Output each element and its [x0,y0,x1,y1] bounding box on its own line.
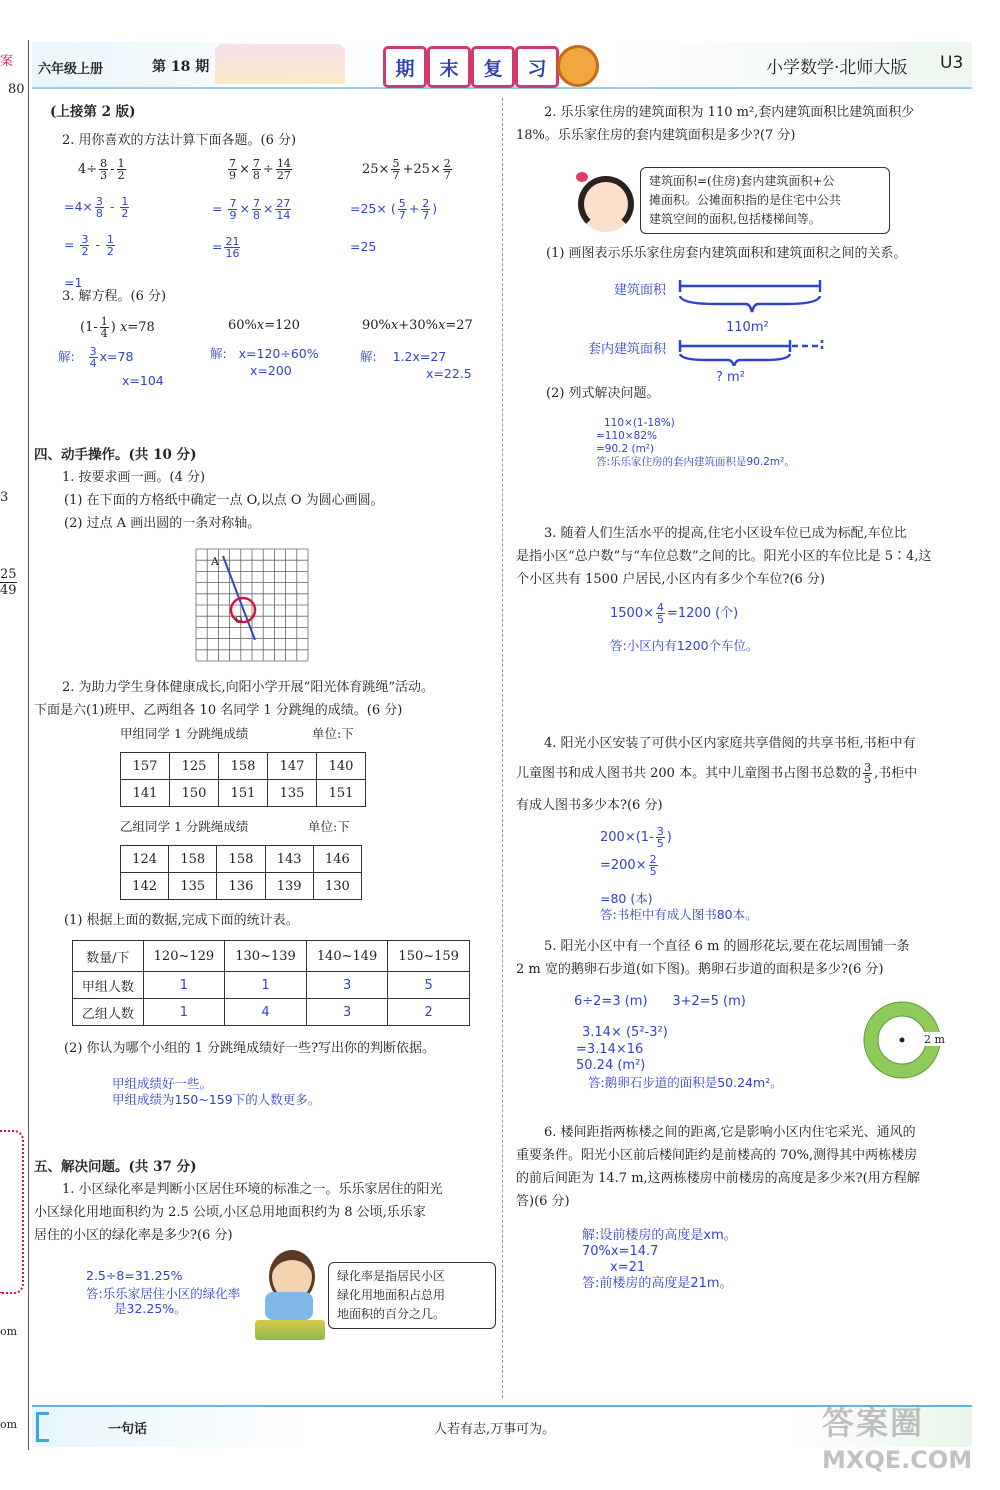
table-cell: 147 [268,753,317,780]
r2-answer-line: 110×(1-18%) [604,417,675,429]
r4-l2-num: 3 [864,761,872,774]
r5-line2: 2 m 宽的鹅卵石步道(如下图)。鹅卵石步道的面积是多少?(6 分) [516,962,884,977]
table-row [121,873,362,900]
r2-line1: 2. 乐乐家住房的建筑面积为 110 m²,套内建筑面积比建筑面积少 [544,105,915,120]
equation-2: 60%x=120 [228,318,300,333]
margin-num: 3 [0,490,9,505]
table-cell: 4 [225,999,307,1026]
margin-frac-num: 25 [0,567,17,582]
table-row [73,972,470,999]
footer-label: 一句话 [108,1422,148,1437]
groupB-unit: 单位:下 [308,819,350,834]
table-header-cell: 120~129 [143,941,225,972]
statistics-table [72,940,470,1026]
footer-bracket-icon [36,1412,49,1442]
badge-4: 习 [515,46,559,88]
r2-answer [596,417,795,469]
r2-part2: (2) 列式解决问题。 [546,386,660,401]
watermark-url: MXQE.COM [822,1446,973,1474]
footer-quote: 人若有志,万事可为。 [434,1422,556,1437]
bubble-line: 绿化用地面积占总用 [337,1288,446,1302]
table-cell: 143 [265,846,313,873]
row-label: 乙组人数 [73,999,144,1026]
continued-note: (上接第 2 版) [50,104,136,120]
table-cell: 1 [143,999,225,1026]
solve-q1-answer-2: 答:乐乐家居住小区的绿化率 [86,1286,241,1301]
solve-q1-line3: 居住的小区的绿化率是多少?(6 分) [34,1228,233,1243]
margin-num: 80 [8,82,25,97]
calc-answer-3: =25× ( $\frac{5}{7}$ + $\frac{2}{7}$ ) =25 [350,197,438,254]
r5-answer-4: 50.24 (m²) [576,1058,646,1073]
calc-problem-1: 4÷ $\frac{8}{3}$ - $\frac{1}{2}$ [78,157,125,182]
r2-part1: (1) 画图表示乐乐家住房套内建筑面积和建筑面积之间的关系。 [546,246,907,261]
r4-line1: 4. 阳光小区安装了可供小区内家庭共享借阅的共享书柜,书柜中有 [544,736,916,751]
draw-q1: 1. 按要求画一画。(4 分) [62,470,206,485]
diagram-value-inner: ? m² [716,370,745,385]
r4-a1-pre: 200×(1- [600,830,654,845]
ring-width-label: 2 m [924,1033,945,1046]
header-subject: 小学数学·北师大版 [766,58,908,78]
header-code: U3 [940,53,964,73]
margin-fraction [0,567,17,598]
groupA-table [120,752,366,807]
header-grade: 六年级上册 [38,62,104,77]
header-issue: 第 18 期 [152,59,210,75]
q3-title: 3. 解方程。(6 分) [62,289,167,304]
margin-text: om [0,1325,18,1338]
table-cell: 5 [388,972,470,999]
r6-answer-line: 答:前楼房的高度是21m。 [582,1276,733,1291]
r6-line3: 的前后间距为 14.7 m,这两栋楼房中前楼房的高度是多少米?(用方程解 [516,1171,920,1186]
equation-answer-1: 解: $\frac{3}{4}$ x=78 x=104 [58,345,164,388]
table-header-cell: 数量/下 [73,941,144,972]
draw-q1b: (2) 过点 A 画出圆的一条对称轴。 [64,516,261,531]
r5-answer-5: 答:鹅卵石步道的面积是50.24m²。 [588,1075,783,1090]
table-cell: 2 [388,999,470,1026]
q2-title: 2. 用你喜欢的方法计算下面各题。(6 分) [62,133,297,148]
draw-q1a: (1) 在下面的方格纸中确定一点 O,以点 O 为圆心画圆。 [64,493,384,508]
r3-den: 5 [656,613,664,626]
bubble-line: 地面积的百分之几。 [337,1307,446,1321]
r4-answer-4: 答:书柜中有成人图书80本。 [600,907,758,922]
badge-3: 复 [471,46,515,88]
r5-answer-3: =3.14×16 [576,1042,644,1057]
r4-l2-den: 5 [864,773,872,786]
section-4-title: 四、动手操作。(共 10 分) [34,447,197,463]
table-cell: 1 [143,972,225,999]
solve-q1-answer-1: 2.5÷8=31.25% [86,1268,183,1283]
r4-a2-pre: =200× [600,858,647,873]
table-cell: 158 [217,846,265,873]
bubble-line: 建筑空间的面积,包括楼梯间等。 [649,212,821,226]
groupA-unit: 单位:下 [312,726,354,741]
building-area-bubble [640,167,890,234]
castle-decoration [215,44,345,84]
groupB-title: 乙组同学 1 分跳绳成绩 [120,819,249,834]
table-cell: 3 [306,972,388,999]
table-cell: 158 [169,846,217,873]
r4-line2 [516,762,917,785]
r4-answer: 200×(1- $\frac{3}{5}$ ) =200× $\frac{2}{5}$ [600,825,672,878]
table-cell: 3 [306,999,388,1026]
r6-answer-line: 70%x=14.7 [582,1244,659,1259]
r2-line2: 18%。乐乐家住房的套内建筑面积是多少?(7 分) [516,128,796,143]
equation-3: 90%x+30%x=27 [362,318,473,333]
equation-1: (1- $\frac{1}{4}$ ) x=78 [80,315,155,340]
table-cell: 125 [170,753,219,780]
table-cell: 142 [121,873,169,900]
r5-line1: 5. 阳光小区中有一个直径 6 m 的圆形花坛,要在花坛周围铺一条 [544,939,910,954]
table-cell: 158 [219,753,268,780]
r6-line4: 答)(6 分) [516,1194,570,1209]
table-cell: 157 [121,753,170,780]
table-cell: 141 [121,780,170,807]
stats-q2a: (1) 根据上面的数据,完成下面的统计表。 [64,913,299,928]
greening-rate-bubble [328,1262,496,1329]
r3-line2: 是指小区“总户数”与“车位总数”之间的比。阳光小区的车位比是 5∶4,这 [516,549,932,564]
stats-q2-line2: 下面是六(1)班甲、乙两组各 10 名同学 1 分跳绳的成绩。(6 分) [34,703,403,718]
r3-num: 4 [656,601,664,614]
table-cell: 151 [219,780,268,807]
table-cell: 1 [225,972,307,999]
r4-line3: 有成人图书多少本?(6 分) [516,798,663,813]
margin-dotted-frame [0,1130,24,1294]
equation-answer-2: 解: x=120÷60% x=200 [210,346,319,378]
lion-mascot-icon [557,45,599,87]
r4-l2-pre: 儿童图书和成人图书共 200 本。其中儿童图书占图书总数的 [516,766,862,781]
r4-l2-post: ,书柜中 [874,766,918,781]
badge-2: 末 [427,46,471,88]
margin-text: om [0,1418,18,1431]
r3-line1: 3. 随着人们生活水平的提高,住宅小区设车位已成为标配,车位比 [544,526,907,541]
r6-line2: 重要条件。阳光小区前后楼间距约是前楼高的 70%,测得其中两栋楼房 [516,1148,918,1163]
margin-label: 案 [0,54,14,69]
table-cell: 150 [170,780,219,807]
r2-answer-line: 答:乐乐家住房的套内建筑面积是90.2m²。 [596,456,795,468]
r6-answer [582,1228,737,1292]
stats-q2-line1: 2. 为助力学生身体健康成长,向阳小学开展“阳光体育跳绳”活动。 [62,680,434,695]
calc-answer-2: = $\frac{7}{9}$ × $\frac{7}{8}$ × $\frac{27}{14}$ = $\frac{21}{16}$ [212,197,291,260]
bubble-line: 建筑面积=(住房)套内建筑面积+公 [649,174,835,188]
badge-1: 期 [383,46,427,88]
boy-reading-illustration [255,1250,325,1342]
bubble-line: 绿化率是指居民小区 [337,1269,446,1283]
table-cell: 140 [317,753,366,780]
row-label: 甲组人数 [73,972,144,999]
r3-answer-1 [610,602,738,625]
diagram-value-building: 110m² [726,320,769,335]
point-o-label: O [235,616,243,626]
margin-frac-den: 49 [0,583,17,598]
stats-answer-1: 甲组成绩好一些。 [112,1076,213,1091]
groupA-title: 甲组同学 1 分跳绳成绩 [120,726,249,741]
r6-answer-line: 解:设前楼房的高度是xm。 [582,1228,737,1243]
section-5-title: 五、解决问题。(共 37 分) [34,1159,197,1175]
grid-paper [195,548,309,662]
ring-path-figure [860,998,950,1084]
table-header-cell: 140~149 [306,941,388,972]
r4-a1-post: ) [666,830,672,845]
r6-answer-line: x=21 [610,1260,646,1275]
column-divider [502,98,503,1398]
r6-line1: 6. 楼间距指两栋楼之间的距离,它是影响小区内住宅采光、通风的 [544,1125,916,1140]
table-cell: 124 [121,846,169,873]
r3-pre: 1500× [610,606,654,621]
table-cell: 151 [317,780,366,807]
table-row [73,999,470,1026]
table-row [121,846,362,873]
table-cell: 136 [217,873,265,900]
stats-q2b: (2) 你认为哪个小组的 1 分跳绳成绩好一些?写出你的判断依据。 [64,1041,436,1056]
calc-answer-1: =4× $\frac{3}{8}$ - $\frac{1}{2}$ = $\frac{3}{2}$ - $\frac{1}{2}$ =1 [64,195,129,290]
table-cell: 146 [313,846,361,873]
diagram-label-building: 建筑面积 [614,283,667,298]
groupB-table [120,845,362,900]
r2-answer-line: =110×82% [596,430,657,442]
table-header-cell: 150~159 [388,941,470,972]
calc-problem-2: $\frac{7}{9}$ × $\frac{7}{8}$ ÷ $\frac{14}{27}$ [229,157,291,182]
r2-answer-line: =90.2 (m²) [596,443,655,455]
table-cell: 139 [265,873,313,900]
table-cell: 135 [169,873,217,900]
solve-q1-answer-3: 是32.25%。 [114,1301,187,1316]
table-row [121,780,366,807]
stats-answer-2: 甲组成绩为150~159下的人数更多。 [112,1092,321,1107]
watermark-logo: 答案圈 [822,1404,925,1442]
solve-q1-line1: 1. 小区绿化率是判断小区居住环境的标准之一。乐乐家居住的阳光 [62,1182,443,1197]
table-cell: 130 [313,873,361,900]
solve-q1-line2: 小区绿化用地面积约为 2.5 公顷,小区总用地面积约为 8 公顷,乐乐家 [34,1205,426,1220]
r4-answer-3: =80 (本) [600,891,653,906]
r5-answer-2: 3.14× (5²-3²) [582,1025,668,1040]
girl-illustration [574,170,626,222]
equation-answer-3: 解: 1.2x=27 x=22.5 [360,349,472,381]
r5-answer-1: 6÷2=3 (m) 3+2=5 (m) [574,994,746,1009]
calc-problem-3: 25× $\frac{5}{7}$ +25× $\frac{2}{7}$ [362,157,451,182]
bubble-line: 摊面积。公摊面积指的是住宅中公共 [649,193,842,207]
r3-answer-2: 答:小区内有1200个车位。 [610,638,759,653]
table-header-cell: 130~139 [225,941,307,972]
table-row [121,753,366,780]
table-cell: 135 [268,780,317,807]
r3-post: =1200 (个) [666,606,739,621]
table-header-row [73,941,470,972]
diagram-label-inner: 套内建筑面积 [588,342,667,357]
point-a-label: A [211,555,219,568]
r3-line3: 个小区共有 1500 户居民,小区内有多少个车位?(6 分) [516,572,825,587]
